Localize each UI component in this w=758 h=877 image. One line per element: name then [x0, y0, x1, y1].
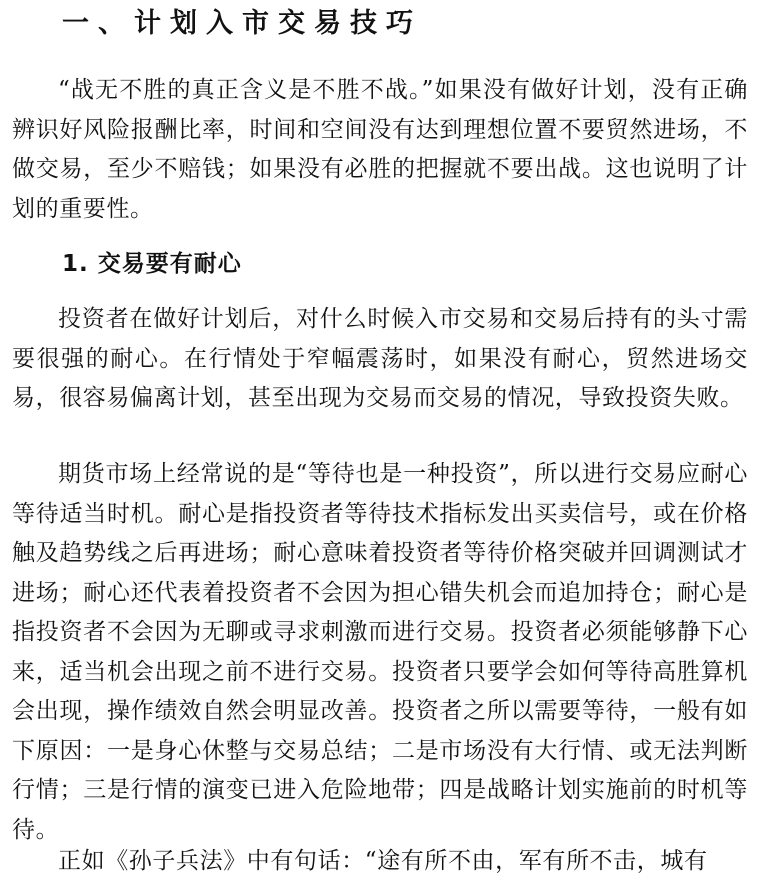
section-heading: 一、计划入市交易技巧: [62, 8, 422, 39]
body-paragraph: 正如《孙子兵法》中有句话：“途有所不由，军有所不击，城有: [58, 848, 708, 874]
intro-paragraph: “战无不胜的真正含义是不胜不战。”如果没有做好计划，没有正确辨识好风险报酬比率，时间和空间没有达到理想位置不要贸然进场，不做交易，至少不赔钱；如果没有必胜的把握就不要出战。这也说明了计划的重要性。: [12, 77, 748, 222]
body-paragraph: 期货市场上经常说的是“等待也是一种投资”，所以进行交易应耐心等待适当时机。耐心是指投资者等待技术指标发出买卖信号，或在价格触及趋势线之后再进场；耐心意味着投资者等待价格突破并回调测试才进场；耐心还代表着投资者不会因为担心错失机会而追加持仓；耐心是指投资者不会因为无聊或寻求刺激而进行交易。投资者必须能够静下心来，适当机会出现之前不进行交易。投资者只要学会如何等待高胜算机会出现，操作绩效自然会明显改善。投资者之所以需要等待，一般有如下原因：一是身心休整与交易总结；二是市场没有大行情、或无法判断行情；三是行情的演变已进入危险地带；四是战略计划实施前的时机等待。: [12, 461, 748, 843]
body-paragraph: 投资者在做好计划后，对什么时候入市交易和交易后持有的头寸需要很强的耐心。在行情处于窄幅震荡时，如果没有耐心，贸然进场交易，很容易偏离计划，甚至出现为交易而交易的情况，导致投资失败。: [12, 306, 748, 411]
subsection-heading: 1. 交易要有耐心: [62, 251, 242, 277]
